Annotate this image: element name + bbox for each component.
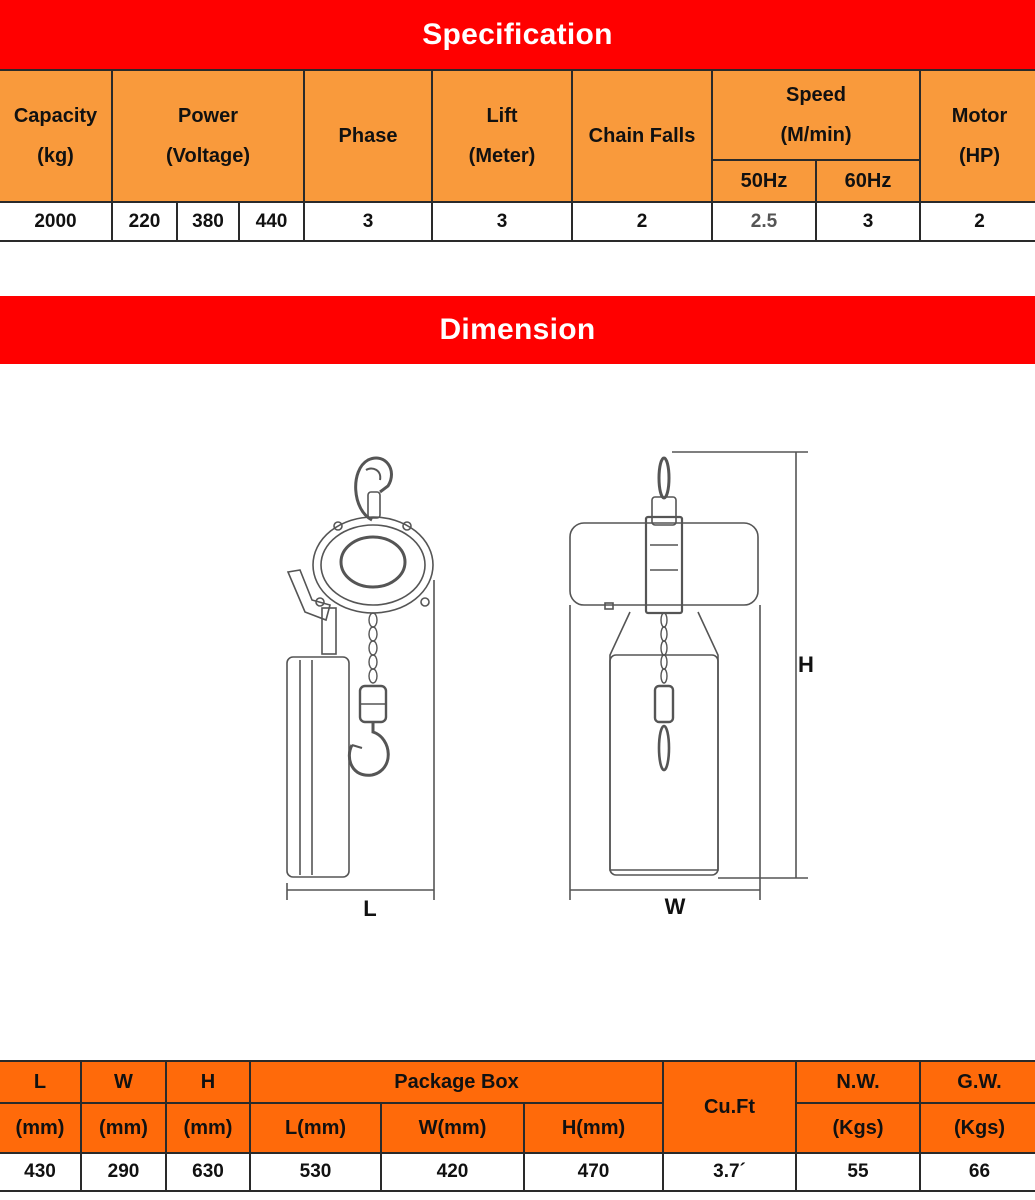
cell-speed-50hz: 2.5 bbox=[712, 202, 816, 241]
header-power: Power (Voltage) bbox=[112, 70, 304, 202]
dimension-label-h: H bbox=[798, 652, 814, 677]
header-nw: N.W. bbox=[796, 1061, 920, 1103]
specification-title: Specification bbox=[422, 17, 613, 51]
cell-package-h: 470 bbox=[524, 1153, 663, 1191]
header-gw-unit: (Kgs) bbox=[920, 1103, 1035, 1153]
header-w-unit: (mm) bbox=[81, 1103, 166, 1153]
header-gw: G.W. bbox=[920, 1061, 1035, 1103]
cell-l: 430 bbox=[0, 1153, 81, 1191]
header-package-box: Package Box bbox=[250, 1061, 663, 1103]
specification-table bbox=[0, 69, 1035, 242]
side-view-drawing bbox=[287, 458, 434, 900]
cell-speed-60hz: 3 bbox=[816, 202, 920, 241]
header-l: L bbox=[0, 1061, 81, 1103]
cell-cu-ft: 3.7´ bbox=[663, 1153, 796, 1191]
front-view-drawing bbox=[570, 452, 808, 900]
cell-h: 630 bbox=[166, 1153, 250, 1191]
cell-voltage-220: 220 bbox=[112, 202, 177, 241]
cell-nw: 55 bbox=[796, 1153, 920, 1191]
header-capacity: Capacity (kg) bbox=[0, 70, 112, 202]
cell-capacity: 2000 bbox=[0, 202, 112, 241]
dimension-title: Dimension bbox=[439, 313, 596, 346]
specification-banner bbox=[0, 0, 1035, 69]
cell-phase: 3 bbox=[304, 202, 432, 241]
cell-gw: 66 bbox=[920, 1153, 1035, 1191]
header-speed: Speed (M/min) bbox=[712, 70, 920, 160]
dimension-banner bbox=[0, 296, 1035, 364]
header-chain-falls: Chain Falls bbox=[572, 70, 712, 202]
header-nw-unit: (Kgs) bbox=[796, 1103, 920, 1153]
header-h: H bbox=[166, 1061, 250, 1103]
hoist-dimension-drawing bbox=[0, 364, 1035, 1060]
header-lift: Lift (Meter) bbox=[432, 70, 572, 202]
header-package-h: H(mm) bbox=[524, 1103, 663, 1153]
cell-voltage-380: 380 bbox=[177, 202, 239, 241]
cell-package-w: 420 bbox=[381, 1153, 524, 1191]
header-motor: Motor (HP) bbox=[920, 70, 1035, 202]
header-package-l: L(mm) bbox=[250, 1103, 381, 1153]
header-h-unit: (mm) bbox=[166, 1103, 250, 1153]
header-cu-ft: Cu.Ft bbox=[663, 1061, 796, 1153]
cell-chain-falls: 2 bbox=[572, 202, 712, 241]
header-l-unit: (mm) bbox=[0, 1103, 81, 1153]
header-phase: Phase bbox=[304, 70, 432, 202]
dimension-table bbox=[0, 1060, 1035, 1192]
header-speed-60hz: 60Hz bbox=[816, 160, 920, 202]
cell-w: 290 bbox=[81, 1153, 166, 1191]
header-w: W bbox=[81, 1061, 166, 1103]
dimension-label-w: W bbox=[664, 894, 686, 919]
cell-lift: 3 bbox=[432, 202, 572, 241]
cell-motor: 2 bbox=[920, 202, 1035, 241]
cell-package-l: 530 bbox=[250, 1153, 381, 1191]
header-package-w: W(mm) bbox=[381, 1103, 524, 1153]
cell-voltage-440: 440 bbox=[239, 202, 304, 241]
header-speed-50hz: 50Hz bbox=[712, 160, 816, 202]
dimension-label-l: L bbox=[363, 896, 377, 921]
